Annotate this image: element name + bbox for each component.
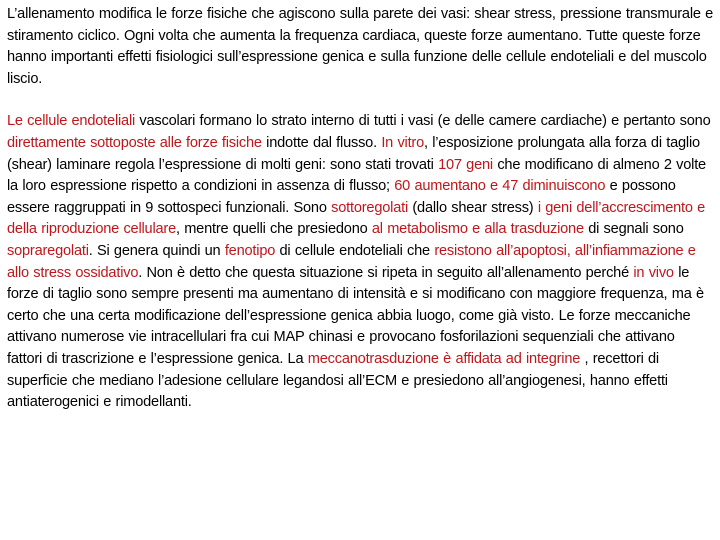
highlighted-phrase: sopraregolati: [7, 242, 89, 259]
highlighted-phrase: i geni dell’accrescimento e della riproduzione cellulare: [7, 199, 706, 238]
highlighted-phrase: 60 aumentano e 47 diminuiscono: [394, 178, 606, 195]
highlighted-phrase: al metabolismo e alla trasduzione: [371, 221, 584, 238]
highlighted-phrase: meccanotrasduzione è affidata ad integrine: [307, 350, 581, 367]
text-segment: , recettori di superficie che mediano l’adesione cellulare legandosi all’ECM e presiedono all’angiogenesi, hanno effetti antiaterogenici e rimodellanti.: [7, 350, 668, 411]
text-segment: indotte dal flusso.: [261, 134, 382, 151]
endothelial-cells-paragraph: [7, 111, 714, 413]
text-segment: , l’esposizione prolungata alla forza di taglio (shear) laminare regola l’espressione di molti geni: sono stati trovati: [7, 134, 700, 173]
highlighted-phrase: resistono all’apoptosi, all’infiammazione e allo stress ossidativo: [7, 242, 696, 281]
highlighted-phrase: direttamente sottoposte alle forze fisiche: [7, 134, 262, 151]
text-segment: vascolari formano lo strato interno di tutti i vasi (e delle camere cardiache) e pertanto sono: [135, 113, 711, 130]
text-segment: di cellule endoteliali che: [275, 242, 435, 259]
highlighted-phrase: in vivo: [633, 264, 674, 281]
highlighted-phrase: In vitro: [381, 134, 425, 151]
text-segment: (dallo shear stress): [408, 199, 538, 216]
text-segment: che modificano di almeno 2 volte la loro espressione rispetto a condizioni in assenza di flusso;: [7, 156, 706, 195]
highlighted-phrase: 107 geni: [438, 156, 493, 173]
highlighted-phrase: sottoregolati: [331, 199, 409, 216]
text-segment: , mentre quelli che presiedono: [176, 221, 372, 238]
text-segment: le forze di taglio sono sempre presenti ma aumentano di intensità e si modificano con maggiore frequenza, ma è certo che una certa modificazione dell’espressione genica abbia luogo, come già visto. Le forze meccaniche attivano numerose vie intracellulari fra cui MAP chinasi e provocano fosforilazioni sequenziali che attivano fattori di trascrizione e l’espressione genica. La: [7, 264, 704, 367]
highlighted-phrase: Le cellule endoteliali: [7, 113, 136, 130]
text-segment: . Non è detto che questa situazione si ripeta in seguito all’allenamento perché: [138, 264, 634, 281]
intro-paragraph: L’allenamento modifica le forze fisiche che agiscono sulla parete dei vasi: shear stress, pressione transmurale e stiramento ciclico. Ogni volta che aumenta la frequenza cardiaca, queste forze aumentano. Tutte queste forze hanno importanti effetti fisiologici sull’espressione genica e sulla funzione delle cellule endoteliali e del muscolo liscio.: [7, 6, 714, 87]
text-segment: di segnali sono: [583, 221, 684, 238]
highlighted-phrase: fenotipo: [224, 242, 276, 259]
text-segment: . Si genera quindi un: [88, 242, 225, 259]
text-segment: e possono essere raggruppati in 9 sottospeci funzionali. Sono: [7, 178, 676, 216]
